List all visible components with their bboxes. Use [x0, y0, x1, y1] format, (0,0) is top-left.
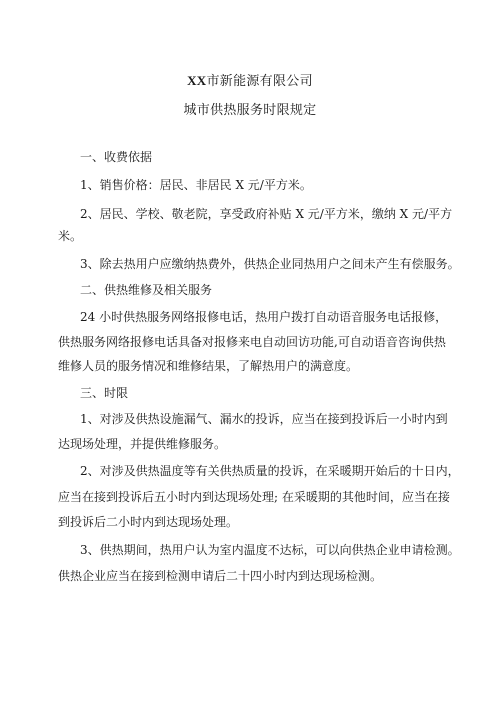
paragraph-line: 供热服务网络报修电话具备对报修来电自动回访功能,可自动语音咨询供热 [58, 335, 446, 349]
paragraph-line: 应当在接到投诉后五小时内到达现场处理; 在采暖期的其他时间，应当在接 [58, 490, 450, 504]
paragraph-line: 米。 [58, 229, 83, 243]
paragraph-line: 到投诉后二小时内到达现场处理。 [58, 515, 239, 529]
section-heading: 一、收费依据 [80, 150, 153, 164]
section-heading: 二、供热维修及相关服务 [80, 283, 213, 297]
company-title-prefix: XX [187, 73, 207, 88]
section-heading: 三、时限 [80, 386, 129, 400]
paragraph-line: 2、对涉及供热温度等有关供热质量的投诉，在采暖期开始后的十日内， [80, 464, 460, 478]
paragraph-line: 3、除去热用户应缴纳热费外，供热企业同热用户之间未产生有偿服务。 [80, 257, 460, 271]
paragraph-line: 1、销售价格：居民、非居民 X 元/平方米。 [80, 178, 312, 192]
paragraph-line: 维修人员的服务情况和维修结果，了解热用户的满意度。 [58, 359, 359, 373]
paragraph-line: 24 小时供热服务网络报修电话，热用户拨打自动语音服务电话报修， [80, 310, 448, 324]
paragraph-line: 1、对涉及供热设施漏气、漏水的投诉，应当在接到投诉后一小时内到 [80, 412, 448, 426]
company-title-rest: 市新能源有限公司 [206, 74, 313, 89]
document-title: 城市供热服务时限规定 [183, 103, 317, 118]
company-title [0, 70, 500, 89]
paragraph-line: 2、居民、学校、敬老院，享受政府补贴 X 元/平方米，缴纳 X 元/平方 [80, 207, 453, 221]
paragraph-line: 3、供热期间，热用户认为室内温度不达标，可以向供热企业申请检测。 [80, 543, 460, 557]
paragraph-line: 供热企业应当在接到检测申请后二十四小时内到达现场检测。 [58, 569, 383, 583]
paragraph-line: 达现场处理，并提供维修服务。 [58, 437, 227, 451]
